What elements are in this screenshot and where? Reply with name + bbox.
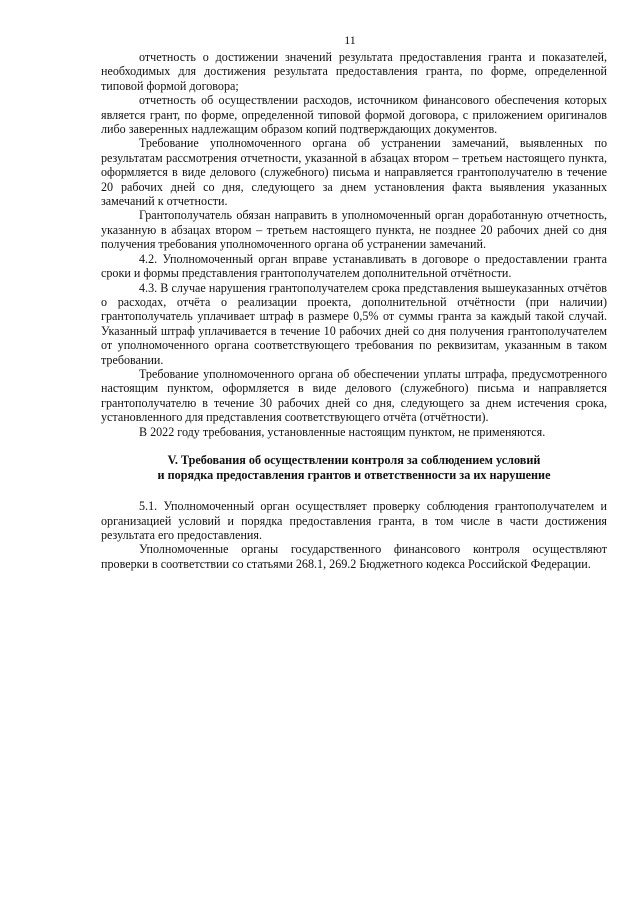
document-body [101,50,607,571]
section-heading-line-1: V. Требования об осуществлении контроля за соблюдением условий [167,452,541,467]
paragraph-clause-4-2: 4.2. Уполномоченный орган вправе устанавливать в договоре о предоставлении гранта сроки и формы представления грантополучателем дополнительной отчётности. [101,251,607,281]
paragraph-2022-exemption: В 2022 году требования, установленные настоящим пунктом, не применяются. [139,424,546,439]
paragraph-fine-requirement: Требование уполномоченного органа об обеспечении уплаты штрафа, предусмотренного настоящим пунктом, оформляется в виде делового (служебного) письма и направляется грантополучателю в течение 30 рабочих дней со дня, следующего за днем истечения срока, установленного для представления соответствующего отчёта (отчётности). [101,366,607,425]
paragraph-revised-report: Грантополучатель обязан направить в уполномоченный орган доработанную отчетность, указанную в абзацах втором – третьем настоящего пункта, не позднее 20 рабочих дней со дня получения требования уполномоченного органа об устранении замечаний. [101,208,607,252]
paragraph-clause-5-1: 5.1. Уполномоченный орган осуществляет проверку соблюдения грантополучателем и организацией условий и порядка предоставления гранта, в том числе в части достижения результата его предоставления. [101,499,607,542]
paragraph-clause-4-3: 4.3. В случае нарушения грантополучателем срока представления вышеуказанных отчётов о расходах, отчёта о реализации проекта, дополнительной отчётности (при наличии) грантополучатель уплачивает штраф в размере 0,5% от суммы гранта за каждый такой случай. Указанный штраф уплачивается в течение 10 рабочих дней со дня получения грантополучателем от уполномоченного органа соответствующего требования по реквизитам, указанным в таком требовании. [101,280,607,367]
section-heading [101,453,607,482]
paragraph-expense-report: отчетность об осуществлении расходов, источником финансового обеспечения которых является грант, по форме, определенной типовой формой договора, с приложением оригиналов либо заверенных надлежащим образом копий подтверждающих документов. [101,93,607,137]
paragraph-remarks-requirement: Требование уполномоченного органа об устранении замечаний, выявленных по результатам рассмотрения отчетности, указанной в абзацах втором – третьем настоящего пункта, оформляется в виде делового (служебного) письма и направляется грантополучателю в течение 20 рабочих дней со дня, следующего за днем установления факта выявления указанных замечаний к отчетности. [101,136,607,209]
page-number: 11 [344,33,356,47]
paragraph-achievement-report: отчетность о достижении значений результата предоставления гранта и показателей, необходимых для достижения результата предоставления гранта, по форме, определенной типовой формой договора; [101,50,607,93]
paragraph-financial-control: Уполномоченные органы государственного финансового контроля осуществляют проверки в соответствии со статьями 268.1, 269.2 Бюджетного кодекса Российской Федерации. [101,542,607,571]
section-heading-line-2: и порядка предоставления грантов и ответственности за их нарушение [157,467,551,482]
